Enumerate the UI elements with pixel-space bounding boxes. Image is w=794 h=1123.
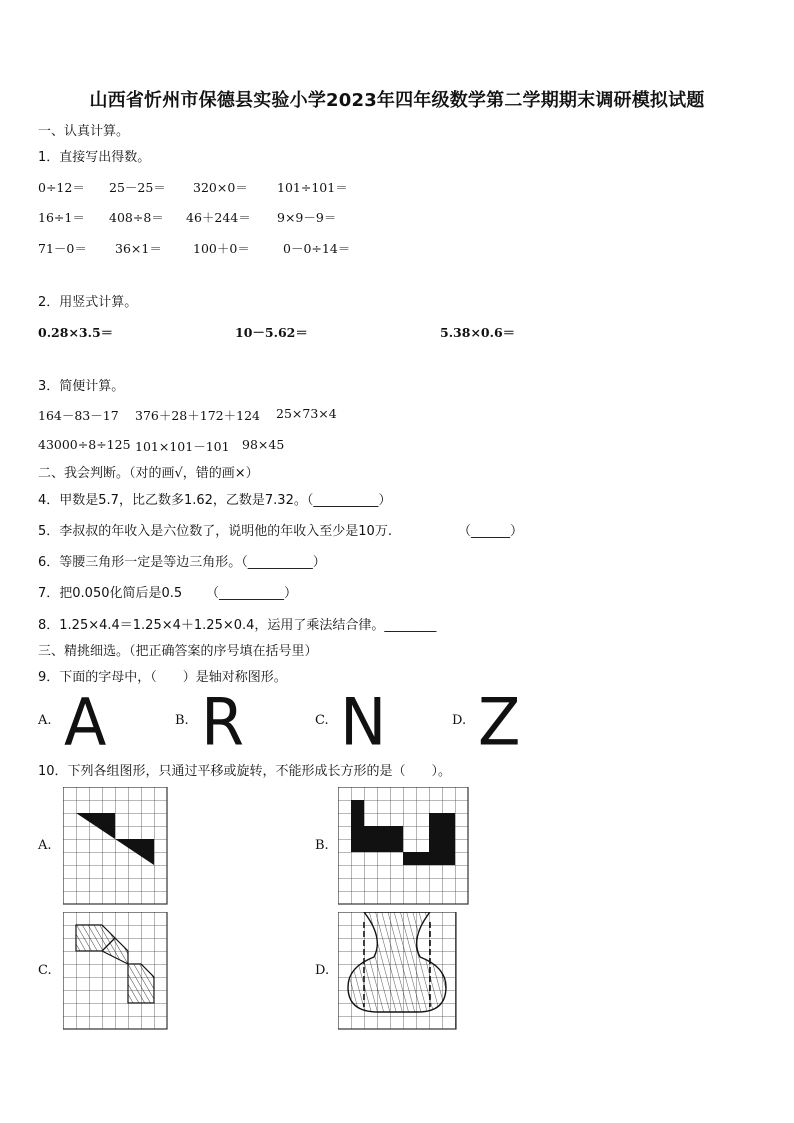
q7-answer-blank[interactable]: （__________）: [206, 586, 298, 601]
q1-item: 25－25＝: [109, 180, 166, 195]
grid-figure-b: [338, 787, 469, 905]
q1-label: 1．直接写出得数。: [38, 150, 151, 165]
q1-item: 36×1＝: [115, 241, 162, 256]
q5-text: 5．李叔叔的年收入是六位数了，说明他的年收入至少是10万.: [38, 524, 392, 539]
section-3-heading: 三、精挑细选。（把正确答案的序号填在括号里）: [38, 644, 318, 659]
q2-item: 10－5.62＝: [235, 325, 308, 340]
q10-option-c-label: C.: [38, 963, 52, 978]
q9-option-a-label: A.: [38, 713, 52, 728]
q3-item: 376＋28＋172＋124: [135, 408, 260, 423]
q2-item: 5.38×0.6＝: [440, 325, 516, 340]
q10-option-d-label: D.: [315, 963, 330, 978]
q5-answer-blank[interactable]: （______）: [458, 524, 524, 539]
q3-item: 43000÷8÷125: [38, 437, 131, 452]
letter-z-figure: Z: [478, 683, 521, 761]
q3-item: 98×45: [242, 437, 285, 452]
q10-label: 10．下列各组图形，只通过平移或旋转，不能形成长方形的是（ ）。: [38, 764, 452, 779]
q10-option-a-label: A.: [38, 838, 52, 853]
q1-item: 9×9－9＝: [277, 210, 337, 225]
q2-label: 2．用竖式计算。: [38, 295, 138, 310]
q3-item: 101×101－101: [135, 439, 230, 454]
q1-item: 0÷12＝: [38, 180, 85, 195]
q1-item: 46＋244＝: [186, 210, 251, 225]
q6-text: 6．等腰三角形一定是等边三角形。（__________）: [38, 555, 326, 570]
q1-item: 71－0＝: [38, 241, 87, 256]
q9-option-d-label: D.: [452, 713, 467, 728]
letter-a-figure: A: [64, 683, 107, 761]
q3-item: 25×73×4: [276, 406, 337, 421]
q9-option-c-label: C.: [315, 713, 329, 728]
q1-item: 101÷101＝: [277, 180, 348, 195]
q1-item: 16÷1＝: [38, 210, 85, 225]
q3-item: 164－83－17: [38, 408, 119, 423]
q3-label: 3．简便计算。: [38, 379, 125, 394]
page-title: 山西省忻州市保德县实验小学2023年四年级数学第二学期期末调研模拟试题: [89, 90, 705, 111]
q1-item: 100＋0＝: [193, 241, 250, 256]
q8-text: 8．1.25×4.4＝1.25×4＋1.25×0.4，运用了乘法结合律。________: [38, 618, 437, 633]
q10-option-b-label: B.: [315, 838, 329, 853]
grid-figure-c: [63, 912, 169, 1030]
grid-figure-d: [338, 912, 469, 1030]
q1-item: 0－0÷14＝: [283, 241, 351, 256]
section-2-heading: 二、我会判断。（对的画√，错的画×）: [38, 466, 259, 481]
q4-text: 4．甲数是5.7，比乙数多1.62，乙数是7.32。（__________）: [38, 493, 392, 508]
letter-n-figure: N: [340, 683, 387, 761]
letter-r-figure: R: [201, 683, 245, 761]
section-1-heading: 一、认真计算。: [38, 124, 130, 139]
q9-option-b-label: B.: [175, 713, 189, 728]
q1-item: 408÷8＝: [109, 210, 164, 225]
q2-item: 0.28×3.5＝: [38, 325, 114, 340]
grid-figure-a: [63, 787, 169, 905]
q9-label: 9．下面的字母中，（ ）是轴对称图形。: [38, 670, 287, 685]
q1-item: 320×0＝: [193, 180, 248, 195]
q7-text: 7．把0.050化简后是0.5: [38, 586, 183, 601]
